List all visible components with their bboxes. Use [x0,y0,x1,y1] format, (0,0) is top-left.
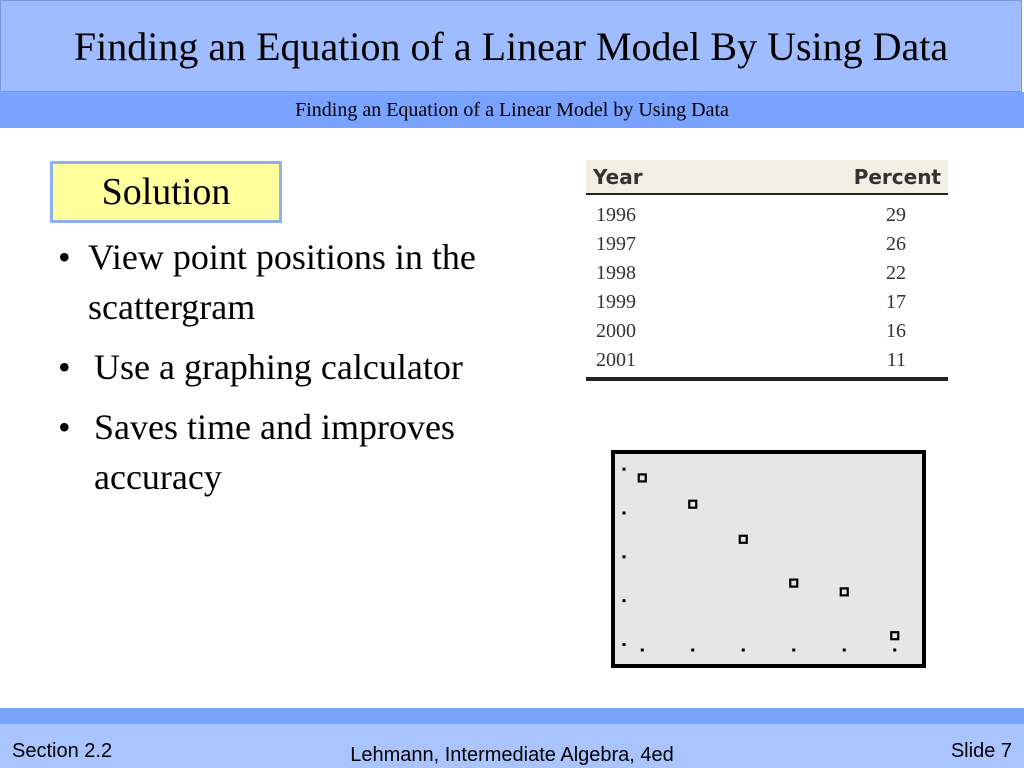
bullet-marker: • [58,347,71,387]
bullet-item [58,402,558,502]
y-tick-mark [623,599,626,602]
footer-slide-number: Slide 7 [950,740,1012,762]
x-tick-mark [843,649,846,652]
bullet-marker: • [58,237,71,277]
cell-year: 1997 [596,233,636,255]
bullet-list [58,232,558,512]
table-header-row [586,160,948,194]
cell-percent: 26 [886,233,906,255]
x-tick-mark [742,649,745,652]
column-header-percent: Percent [726,160,948,194]
cell-percent: 17 [886,291,906,313]
data-point [740,536,747,543]
y-tick-mark [623,511,626,514]
table-row [586,288,948,317]
solution-label: Solution [101,171,231,213]
data-point [639,474,646,481]
x-tick-mark [691,649,694,652]
cell-percent: 22 [886,262,906,284]
table-row [586,317,948,346]
bullet-text: View point positions in the scattergram [88,237,476,327]
plot-frame [613,452,924,666]
cell-percent: 11 [726,346,948,379]
cell-year: 2000 [596,320,636,342]
y-tick-mark [623,643,626,646]
data-point [841,588,848,595]
data-point [790,580,797,587]
solution-box [50,161,282,223]
bullet-text: Use a graphing calculator [94,347,463,387]
y-tick-mark [623,555,626,558]
title-bar [0,0,1022,92]
data-point [689,501,696,508]
table-row [586,259,948,288]
x-tick-mark [641,649,644,652]
cell-year: 1996 [596,204,636,226]
cell-year: 1999 [596,291,636,313]
x-tick-mark [893,649,896,652]
slide-subtitle: Finding an Equation of a Linear Model by Using Data [295,98,729,121]
footer-book: Lehmann, Intermediate Algebra, 4ed [350,744,674,766]
bullet-item [58,342,558,392]
column-header-year: Year [586,160,726,194]
bullet-marker: • [58,407,71,447]
subtitle-bar [0,92,1024,128]
table-row [586,194,948,230]
table-row [586,346,948,379]
data-point [891,632,898,639]
cell-year: 1998 [596,262,636,284]
y-tick-mark [623,468,626,471]
slide-title: Finding an Equation of a Linear Model By Using Data [73,23,949,69]
footer-section: Section 2.2 [12,740,113,762]
scatter-plot [611,450,926,668]
footer-bar [0,708,1024,768]
bullet-item [58,232,558,332]
x-tick-mark [792,649,795,652]
data-table [586,160,948,381]
bullet-text: Saves time and improves accuracy [94,407,455,497]
cell-year: 2001 [586,346,726,379]
cell-percent: 29 [886,204,906,226]
cell-percent: 16 [886,320,906,342]
table-row [586,230,948,259]
